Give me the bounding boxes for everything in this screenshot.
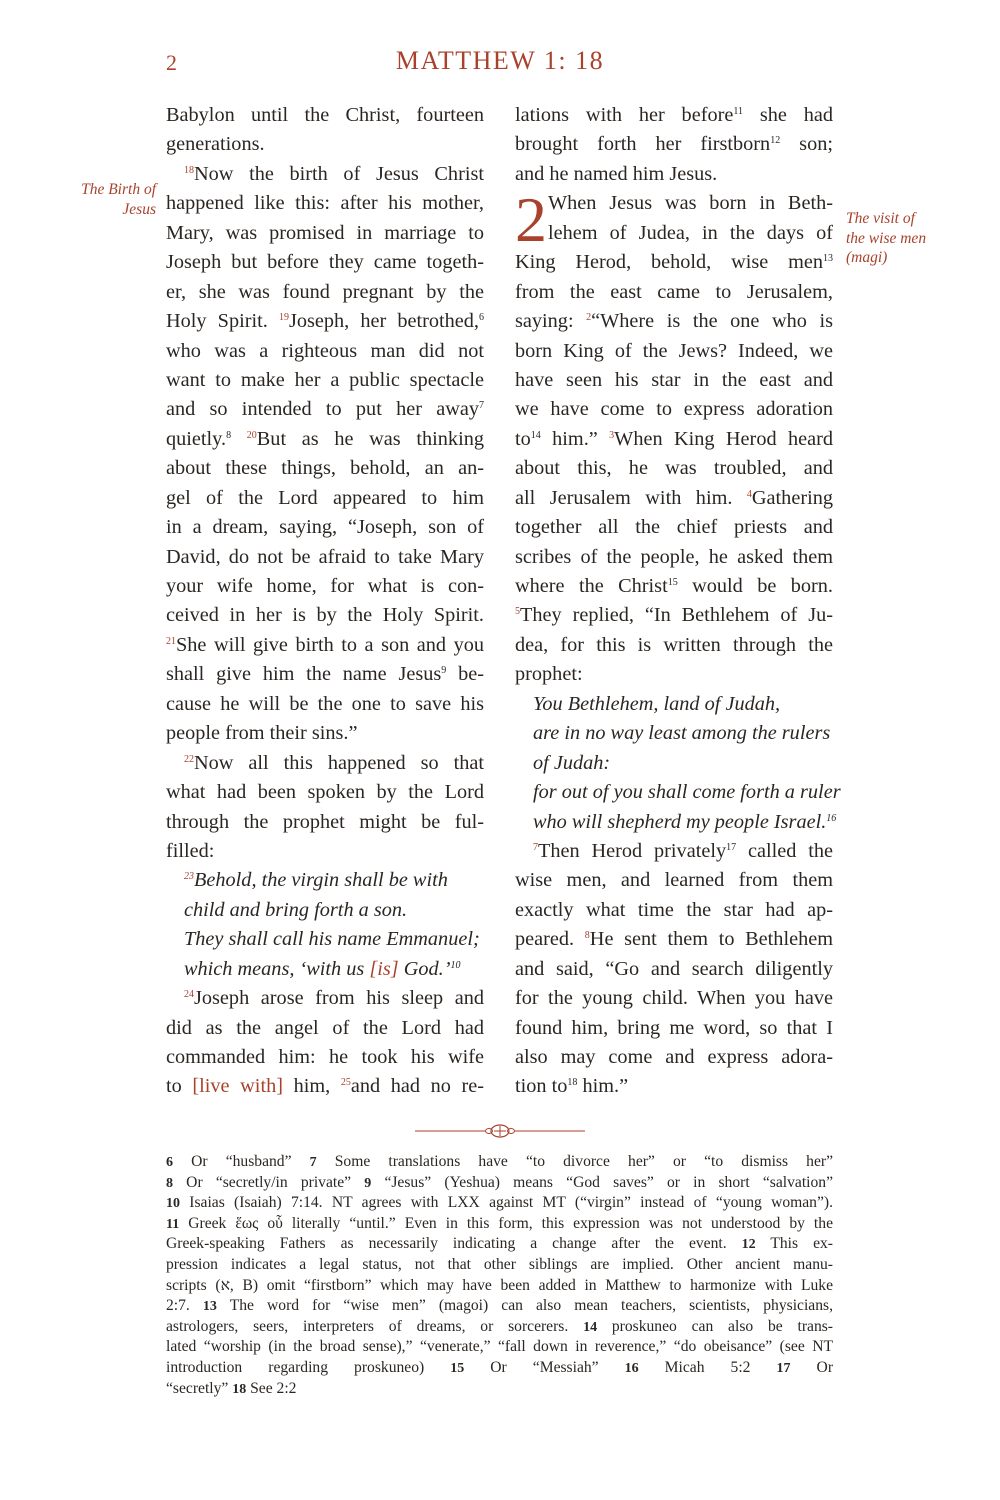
- text-run: God.’: [398, 957, 451, 980]
- text-run: to: [166, 1075, 193, 1098]
- verse-number: 22: [184, 753, 194, 765]
- text-line: [515, 513, 833, 542]
- text-run: Then Herod privately: [538, 839, 727, 862]
- text-run: Behold, the virgin shall be with: [194, 869, 448, 892]
- sidenote-line: (magi): [846, 249, 888, 266]
- text-run: astrologers, seers, interpreters of dreams, or sorcerers.: [166, 1317, 584, 1335]
- text-run: which means, ‘with us: [184, 957, 370, 980]
- text-line: [515, 543, 833, 572]
- verse-number: 23: [184, 871, 194, 883]
- text-run: him,: [282, 1075, 341, 1098]
- text-line: [166, 1043, 484, 1072]
- text-line: [166, 1072, 484, 1101]
- text-line: [166, 248, 484, 277]
- text-run: scripts (א, B) omit “firstborn” which may have been added in Matthew to harmonize with Luke: [166, 1276, 833, 1294]
- ornament-divider: [415, 1122, 585, 1140]
- text-line: [166, 307, 484, 336]
- text-run: dea, for this is written through the: [515, 633, 833, 656]
- text-run: Or “secretly/in private”: [173, 1173, 365, 1191]
- footnote-line: [166, 1214, 833, 1235]
- text-line: [515, 749, 833, 778]
- footnote-ref: 18: [567, 1077, 578, 1089]
- text-line: [515, 307, 833, 336]
- verse-number: 25: [340, 1077, 351, 1089]
- footnote-number: 16: [624, 1360, 639, 1376]
- text-run: tion to: [515, 1075, 568, 1098]
- text-line: [166, 631, 484, 660]
- text-run: quietly.: [166, 427, 227, 450]
- verse-number: 8: [584, 930, 590, 942]
- footnote-number: 14: [583, 1319, 598, 1335]
- footnote-line: [166, 1337, 833, 1358]
- text-run: introduction regarding proskuneo): [166, 1358, 451, 1376]
- text-line: [515, 719, 833, 748]
- text-run: and had no re-: [350, 1075, 485, 1098]
- text-run: from the east came to Jerusalem,: [515, 280, 833, 303]
- verse-number: 2: [586, 312, 592, 324]
- text-run: When Jesus was born in Beth-: [548, 192, 833, 215]
- text-line: [166, 219, 484, 248]
- text-line: [515, 484, 833, 513]
- text-line: [166, 278, 484, 307]
- footnote-line: [166, 1296, 833, 1317]
- footnote-ref: 10: [450, 959, 461, 971]
- text-run: also may come and express adora-: [515, 1046, 833, 1068]
- text-run: where the Christ: [515, 575, 668, 597]
- sidenote-birth-of-jesus: [81, 180, 156, 219]
- text-run: See 2:2: [246, 1379, 297, 1397]
- text-run: of Judah:: [533, 751, 611, 774]
- text-run: we have come to express adoration: [515, 398, 833, 421]
- text-run: Babylon until the Christ, fourteen: [166, 104, 484, 126]
- text-line: [166, 837, 484, 866]
- footnote-number: 18: [232, 1381, 247, 1397]
- text-line: [515, 631, 833, 660]
- text-run: for the young child. When you have: [515, 987, 833, 1010]
- footnote-number: 10: [166, 1196, 180, 1212]
- text-run: scribes of the people, he asked them: [515, 545, 833, 568]
- text-line: [166, 896, 484, 925]
- text-line: [166, 130, 484, 159]
- footnote-ref: 12: [770, 135, 781, 147]
- page-number: 2: [166, 50, 177, 75]
- text-run: Joseph but before they came togeth-: [166, 251, 484, 274]
- text-line: [515, 572, 833, 601]
- text-run: born King of the Jews? Indeed, we: [515, 339, 833, 362]
- footnote-ref: 11: [733, 106, 743, 117]
- verse-number: 7: [533, 841, 538, 853]
- text-run: have seen his star in the east and: [515, 368, 833, 391]
- text-line: [166, 660, 484, 689]
- footnote-number: 6: [166, 1155, 173, 1170]
- footnote-number: 17: [776, 1360, 791, 1376]
- verse-number: 18: [184, 164, 194, 176]
- footnote-line: [166, 1173, 833, 1194]
- text-run: [231, 428, 247, 450]
- text-run: who was a righteous man did not: [166, 339, 484, 362]
- text-line: [515, 101, 833, 130]
- bracketed-insertion: [is]: [369, 957, 399, 980]
- text-run: They shall call his name Emmanuel;: [184, 928, 480, 951]
- text-line: [166, 808, 484, 837]
- text-run: He sent them to Bethlehem: [589, 928, 833, 951]
- text-line: [166, 337, 484, 366]
- footnote-ref: 9: [441, 665, 447, 677]
- text-run: Gathering: [751, 486, 833, 509]
- text-line: [515, 130, 833, 159]
- text-line: [166, 925, 484, 954]
- text-line: [515, 425, 833, 454]
- text-run: pression indicates a legal status, not that other siblings are implied. Other ancient manu-: [166, 1255, 833, 1273]
- text-run: commanded him: he took his wife: [166, 1046, 484, 1068]
- sidenote-line: The visit of: [846, 210, 915, 227]
- text-run: she had: [742, 104, 833, 126]
- text-line: [515, 808, 837, 837]
- text-run: about this, he was troubled, and: [515, 457, 833, 480]
- text-run: want to make her a public spectacle: [166, 368, 484, 391]
- text-line: [166, 101, 484, 130]
- text-run: generations.: [166, 133, 265, 156]
- bracketed-insertion: [live with]: [192, 1075, 283, 1098]
- text-line: [515, 837, 833, 866]
- text-line: [166, 543, 484, 572]
- text-run: Now the birth of Jesus Christ: [194, 162, 484, 185]
- text-line: [166, 189, 484, 218]
- text-run: him.”: [577, 1075, 629, 1098]
- text-line: [515, 366, 833, 395]
- text-run: Or “Messiah”: [464, 1358, 625, 1376]
- text-line: [515, 896, 833, 925]
- text-line: [166, 454, 484, 483]
- text-line: [166, 160, 484, 189]
- verse-number: 4: [746, 488, 752, 500]
- text-run: be-: [446, 663, 484, 686]
- verse-number: 19: [278, 312, 289, 324]
- text-line: [515, 984, 833, 1013]
- text-run: and said, “Go and search diligently: [515, 957, 833, 980]
- footnote-line: [166, 1317, 833, 1338]
- text-run: did as the angel of the Lord had: [166, 1016, 484, 1039]
- footnote-ref: 16: [826, 812, 837, 824]
- text-run: Some translations have “to divorce her” or “to dismiss her”: [316, 1153, 833, 1170]
- verse-number: 21: [166, 635, 176, 647]
- text-line: [166, 366, 484, 395]
- text-line: [515, 160, 833, 189]
- text-run: son;: [780, 133, 833, 156]
- text-line: [515, 1072, 833, 1101]
- text-line: [166, 778, 484, 807]
- text-run: called the: [736, 839, 833, 862]
- text-line: [166, 719, 484, 748]
- verse-number: 20: [246, 429, 257, 441]
- text-run: Isaias (Isaiah) 7:14. NT agrees with LXX against MT (“virgin” instead of “young woman”).: [180, 1194, 833, 1212]
- text-line: [166, 690, 484, 719]
- text-line: [515, 690, 833, 719]
- footnote-number: 8: [166, 1175, 173, 1191]
- footnote-line: [166, 1379, 833, 1400]
- text-line: [515, 601, 833, 630]
- text-line: [166, 572, 484, 601]
- text-run: happened like this: after his mother,: [166, 192, 484, 215]
- text-line: [166, 984, 484, 1013]
- text-run: through the prophet might be ful-: [166, 810, 484, 833]
- sidenote-line: Jesus: [122, 200, 156, 218]
- sidenote-visit-of-magi: [846, 209, 926, 268]
- text-run: for out of you shall come forth a ruler: [533, 781, 841, 804]
- text-line: [515, 337, 833, 366]
- text-run: “secretly”: [166, 1379, 233, 1397]
- right-text-column: [515, 101, 841, 1102]
- footnote-line: [166, 1234, 833, 1255]
- footnote-ref: 14: [530, 429, 541, 441]
- text-line: [515, 1043, 833, 1072]
- text-run: your wife home, for what is con-: [166, 575, 484, 597]
- text-run: Joseph, her betrothed,: [288, 310, 479, 333]
- footnote-ref: 13: [823, 253, 833, 265]
- text-run: Micah 5:2: [638, 1358, 777, 1376]
- verse-number: 24: [184, 989, 194, 1001]
- text-run: lehem of Judea, in the days of: [548, 221, 833, 244]
- text-run: They replied, “In Bethlehem of Ju-: [520, 604, 833, 627]
- text-run: Or: [790, 1358, 834, 1376]
- footnote-number: 7: [309, 1155, 317, 1170]
- text-run: Now all this happened so that: [194, 751, 484, 774]
- text-line: [166, 601, 484, 630]
- footnote-line: [166, 1193, 833, 1214]
- text-line: [515, 955, 833, 984]
- text-run: Greek-speaking Fathers as necessarily indicating a change after the event.: [166, 1235, 742, 1253]
- text-run: cause he will be the one to save his: [166, 692, 484, 715]
- text-line: [515, 219, 833, 248]
- text-run: saying:: [515, 310, 587, 333]
- text-run: him.”: [540, 427, 610, 450]
- text-run: all Jerusalem with him.: [515, 486, 747, 509]
- text-line: [515, 778, 841, 807]
- text-run: found him, bring me word, so that I: [515, 1016, 833, 1039]
- text-run: 2:7.: [166, 1297, 203, 1315]
- text-run: Greek ἕως οὗ literally “until.” Even in this form, this expression was not understood by the: [179, 1214, 833, 1232]
- verse-number: 3: [609, 429, 615, 441]
- text-run: who will shepherd my people Israel.: [533, 810, 827, 833]
- text-run: are in no way least among the rulers: [533, 722, 831, 745]
- text-run: proskuneo can also be trans-: [597, 1317, 833, 1335]
- footnote-ref: 15: [667, 577, 678, 588]
- sidenote-line: The Birth of: [81, 181, 156, 198]
- text-run: “Where is the one who is: [591, 310, 833, 333]
- text-line: [515, 454, 833, 483]
- text-line: [515, 1014, 833, 1043]
- text-run: The word for “wise men” (magoi) can also mean teachers, scientists, physicians,: [216, 1297, 833, 1315]
- footnote-ref: 17: [726, 841, 737, 853]
- text-line: [166, 395, 484, 424]
- text-line: [166, 484, 484, 513]
- text-run: When King Herod heard: [614, 427, 834, 450]
- text-line: [166, 955, 484, 984]
- text-line: [166, 425, 484, 454]
- footnote-number: 9: [364, 1175, 372, 1191]
- text-run: and he named him Jesus.: [515, 162, 718, 185]
- footnote-line: [166, 1255, 833, 1276]
- text-line: [515, 395, 833, 424]
- text-run: But as he was thinking: [256, 427, 484, 450]
- left-text-column: [166, 101, 484, 1102]
- text-run: lations with her before: [515, 104, 734, 126]
- verse-number: 5: [515, 606, 520, 618]
- text-run: shall give him the name Jesus: [166, 663, 442, 686]
- text-run: together all the chief priests and: [515, 516, 833, 539]
- footnote-ref: 6: [479, 312, 484, 324]
- text-run: er, she was found pregnant by the: [166, 280, 484, 303]
- text-run: filled:: [166, 839, 215, 862]
- text-line: [166, 866, 484, 895]
- text-line: [166, 749, 484, 778]
- text-line: [515, 866, 833, 895]
- text-run: lated “worship (in the broad sense),” “venerate,” “fall down in reverence,” “do obeisance” (see NT: [166, 1338, 833, 1356]
- text-run: wise men, and learned from them: [515, 869, 833, 892]
- footnote-ref: 8: [226, 429, 232, 441]
- text-run: ceived in her is by the Holy Spirit.: [166, 604, 484, 627]
- text-run: Holy Spirit.: [166, 310, 279, 333]
- footnotes: [166, 1152, 833, 1399]
- text-run: what had been spoken by the Lord: [166, 781, 484, 804]
- page-title: MATTHEW 1: 18: [395, 46, 605, 75]
- text-run: child and bring forth a son.: [184, 898, 408, 921]
- text-run: She will give birth to a son and you: [176, 633, 484, 656]
- text-run: would be born.: [677, 575, 833, 597]
- sidenote-line: the wise men: [846, 229, 927, 247]
- footnote-number: 15: [450, 1360, 465, 1376]
- text-run: people from their sins.”: [166, 722, 358, 745]
- chapter-drop-cap: 2: [515, 184, 547, 255]
- text-run: brought forth her firstborn: [515, 133, 771, 156]
- footnote-number: 13: [202, 1299, 217, 1315]
- text-run: in a dream, saying, “Joseph, son of: [166, 516, 484, 539]
- text-line: [166, 513, 484, 542]
- text-line: [515, 248, 833, 277]
- footnote-line: [166, 1152, 833, 1173]
- footnote-line: [166, 1276, 833, 1297]
- footnote-number: 12: [741, 1237, 756, 1253]
- footnote-line: [166, 1358, 833, 1379]
- footnote-number: 11: [166, 1216, 180, 1232]
- text-line: [515, 278, 833, 307]
- text-run: peared.: [515, 928, 585, 951]
- text-run: gel of the Lord appeared to him: [166, 486, 484, 509]
- text-run: to: [515, 427, 531, 450]
- text-run: prophet:: [515, 663, 583, 686]
- text-run: and so intended to put her away: [166, 398, 479, 421]
- text-run: You Bethlehem, land of Judah,: [533, 692, 781, 715]
- text-line: [515, 189, 833, 218]
- text-run: King Herod, behold, wise men: [515, 251, 823, 274]
- text-run: This ex-: [755, 1235, 833, 1253]
- footnote-ref: 7: [479, 400, 484, 412]
- text-run: about these things, behold, an an-: [166, 457, 484, 480]
- text-run: Mary, was promised in marriage to: [166, 221, 484, 244]
- text-run: exactly what time the star had ap-: [515, 898, 833, 921]
- text-line: [166, 1014, 484, 1043]
- text-run: Or “husband”: [173, 1153, 310, 1170]
- text-run: Joseph arose from his sleep and: [194, 987, 484, 1010]
- text-run: David, do not be afraid to take Mary: [166, 545, 484, 568]
- text-run: “Jesus” (Yeshua) means “God saves” or in short “salvation”: [371, 1173, 833, 1191]
- text-line: [515, 925, 833, 954]
- text-line: [515, 660, 833, 689]
